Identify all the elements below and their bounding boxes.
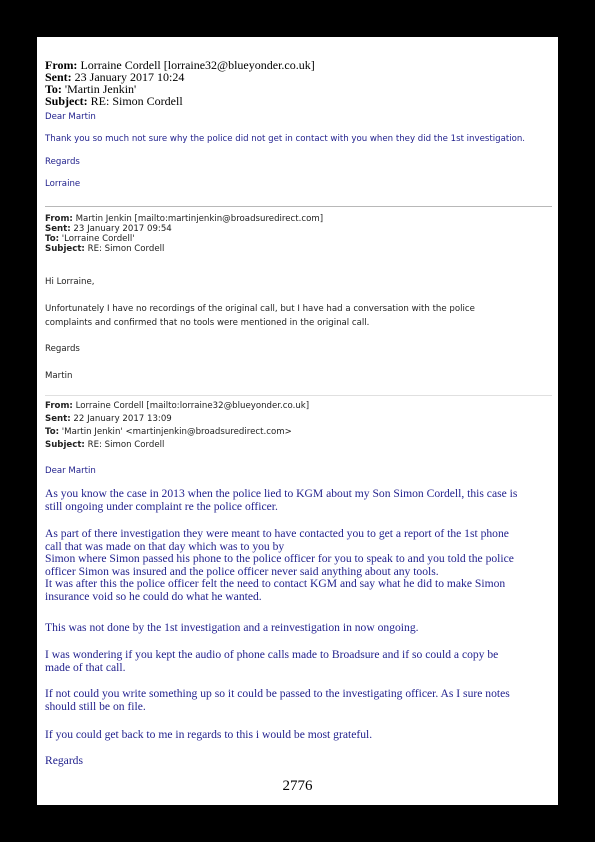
email2-to [45, 234, 550, 244]
email1-signature: Lorraine [45, 179, 81, 189]
subject-value: RE: Simon Cordell [90, 94, 183, 108]
email1-body: Thank you so much not sure why the police did not get in contact with you when they did the 1st investigation. [45, 134, 526, 144]
email3-greeting: Dear Martin [45, 466, 96, 476]
to-value: 'Martin Jenkin' <martinjenkin@broadsuredirect.com> [61, 427, 292, 437]
email1-header [45, 59, 550, 107]
from-value: Lorraine Cordell [lorraine32@blueyonder.co.uk] [80, 58, 315, 72]
sent-label: Sent: [45, 224, 71, 234]
email3-paragraph-4 [45, 649, 550, 674]
to-label: To: [45, 82, 62, 96]
body-line: call that was made on that day which was to you by [45, 539, 285, 553]
from-value: Lorraine Cordell [mailto:lorraine32@blueyonder.co.uk] [75, 401, 310, 411]
email3-paragraph-3: This was not done by the 1st investigation and a reinvestigation in now ongoing. [45, 621, 419, 634]
email3-sent [45, 414, 550, 424]
to-label: To: [45, 234, 60, 244]
body-line: insurance void so he could do what he wanted. [45, 589, 262, 603]
from-label: From: [45, 58, 78, 72]
subject-value: RE: Simon Cordell [87, 244, 165, 254]
body-line: complaints and confirmed that no tools were mentioned in the original call. [45, 318, 370, 328]
email1-greeting: Dear Martin [45, 112, 96, 122]
email3-paragraph-6: If you could get back to me in regards to this i would be most grateful. [45, 728, 373, 741]
email3-subject [45, 440, 550, 450]
email2-greeting: Hi Lorraine, [45, 277, 95, 287]
to-value: 'Martin Jenkin' [64, 82, 137, 96]
body-line: made of that call. [45, 660, 126, 674]
divider [45, 206, 552, 207]
page-number: 2776 [282, 778, 313, 794]
body-line: It was after this the police officer felt the need to contact KGM and say what he did to make Simon [45, 577, 506, 591]
sent-label: Sent: [45, 414, 71, 424]
email2-from [45, 214, 550, 224]
body-line: should still be on file. [45, 699, 146, 713]
email2-header [45, 214, 550, 254]
email1-subject [45, 95, 550, 107]
document-page [37, 37, 558, 805]
email3-paragraph-1 [45, 488, 550, 513]
subject-value: RE: Simon Cordell [87, 440, 165, 450]
body-line: officer Simon was insured and the police officer never said anything about any tools. [45, 564, 439, 578]
to-label: To: [45, 427, 60, 437]
body-line: As you know the case in 2013 when the police lied to KGM about my Son Simon Cordell, this case is [45, 487, 518, 500]
email2-body [45, 304, 550, 329]
divider-thin [45, 395, 552, 396]
email3-from [45, 401, 550, 411]
email2-subject [45, 244, 550, 254]
email3-regards: Regards [45, 754, 83, 767]
email3-header [45, 401, 550, 450]
email2-regards: Regards [45, 344, 80, 354]
email3-to [45, 427, 550, 437]
from-label: From: [45, 401, 73, 411]
email3-paragraph-2 [45, 528, 550, 604]
body-line: If not could you write something up so it could be passed to the investigating officer. As I sure notes [45, 687, 510, 700]
subject-label: Subject: [45, 440, 85, 450]
sent-value: 23 January 2017 10:24 [74, 70, 185, 84]
body-line: I was wondering if you kept the audio of phone calls made to Broadsure and if so could a copy be [45, 648, 499, 661]
email1-regards: Regards [45, 157, 80, 167]
body-line: still ongoing under complaint re the police officer. [45, 499, 278, 513]
sent-value: 22 January 2017 13:09 [73, 414, 172, 424]
from-value: Martin Jenkin [mailto:martinjenkin@broadsuredirect.com] [75, 214, 324, 224]
body-line: Simon where Simon passed his phone to the police officer for you to speak to and you told the police [45, 552, 514, 566]
sent-label: Sent: [45, 70, 72, 84]
email2-signature: Martin [45, 371, 73, 381]
email3-paragraph-5 [45, 688, 550, 713]
subject-label: Subject: [45, 94, 88, 108]
subject-label: Subject: [45, 244, 85, 254]
body-line: As part of there investigation they were meant to have contacted you to get a report of the 1st phone [45, 527, 509, 540]
sent-value: 23 January 2017 09:54 [73, 224, 172, 234]
to-value: 'Lorraine Cordell' [61, 234, 135, 244]
from-label: From: [45, 214, 73, 224]
email2-sent [45, 224, 550, 234]
body-line: Unfortunately I have no recordings of the original call, but I have had a conversation with the police [45, 304, 475, 314]
